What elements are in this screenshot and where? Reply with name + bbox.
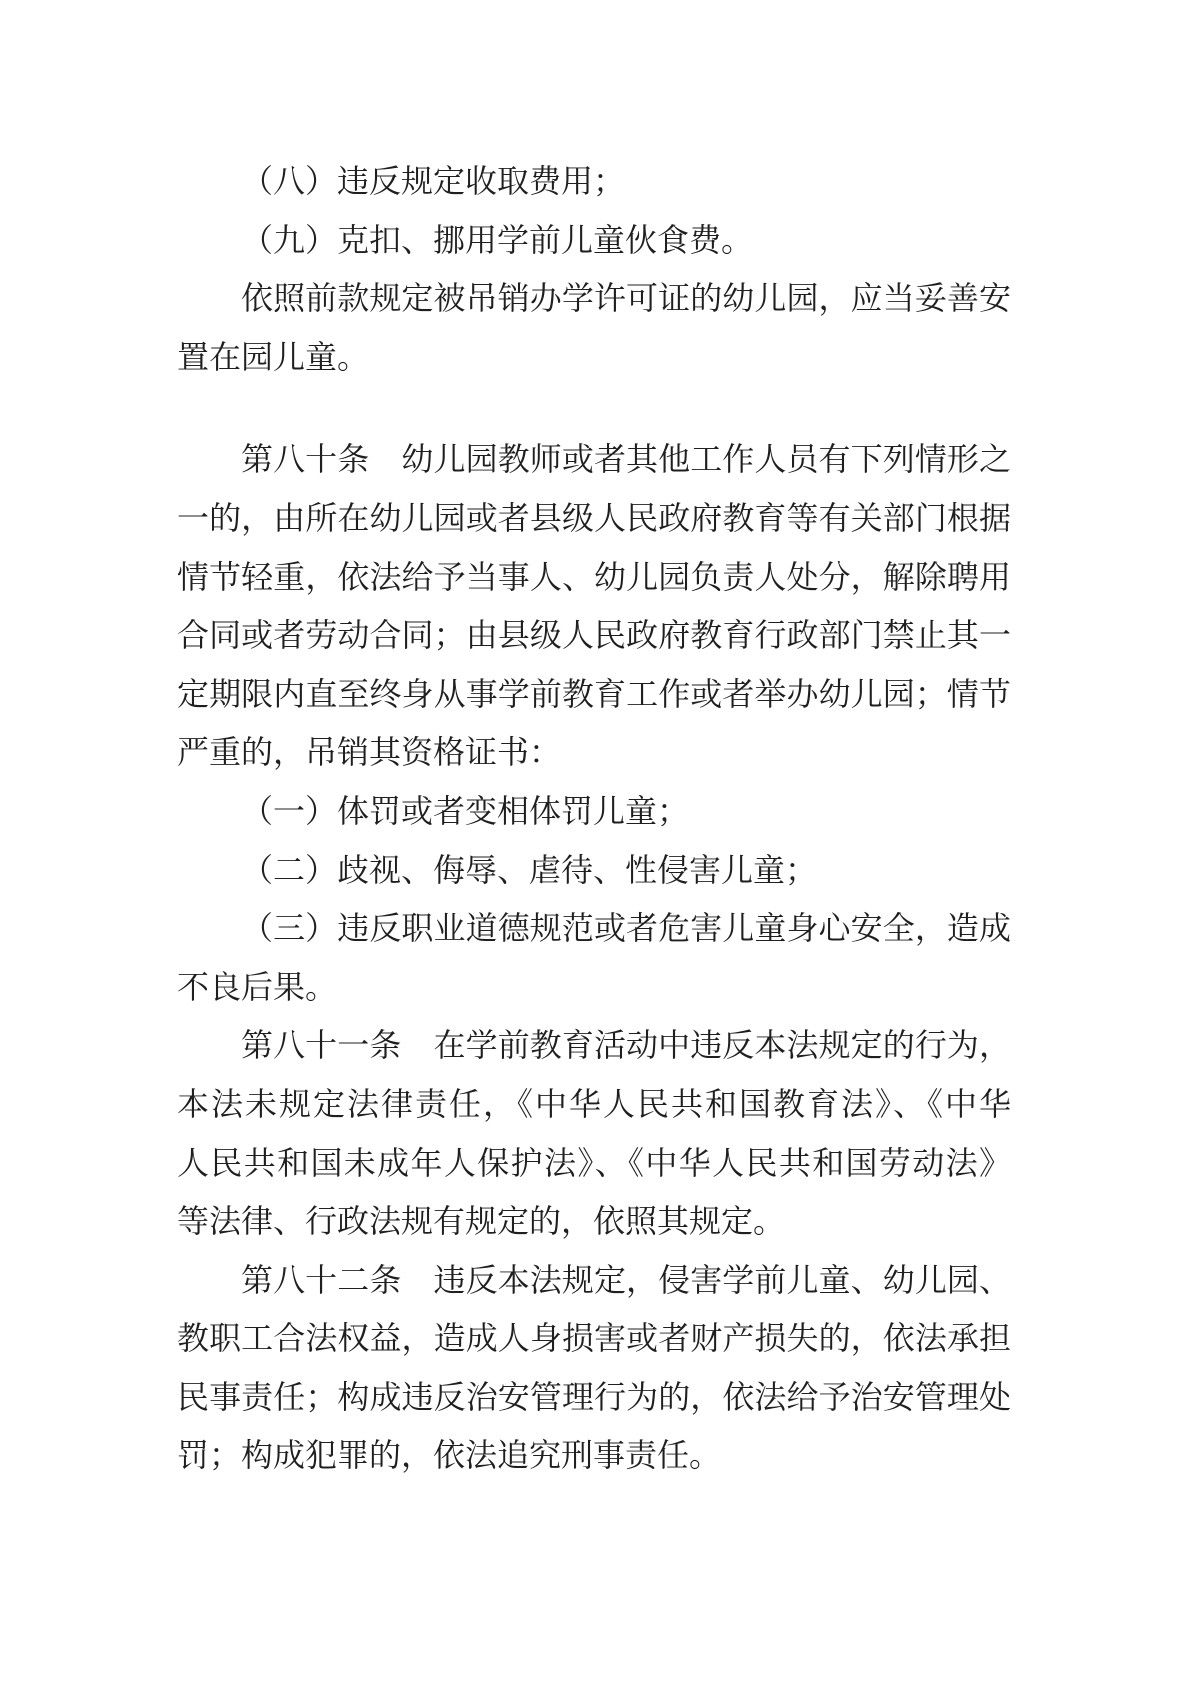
text-line: （二）歧视、侮辱、虐待、性侵害儿童； (241, 851, 818, 888)
blank-line (177, 386, 1011, 430)
paragraph-article-80 (177, 430, 1011, 782)
text-line: 第八十一条 在学前教育活动中违反本法规定的行为， (241, 1027, 1011, 1064)
paragraph-item-2 (177, 841, 1011, 900)
text-line: 本法未规定法律责任，《中华人民共和国教育法》、《中华 (177, 1085, 1011, 1122)
text-line: 定期限内直至终身从事学前教育工作或者举办幼儿园；情节 (177, 675, 1011, 712)
paragraph-article-81 (177, 1016, 1011, 1250)
text-line: （三）违反职业道德规范或者危害儿童身心安全，造成 (241, 910, 1011, 947)
text-line: 人民共和国未成年人保护法》、《中华人民共和国劳动法》 (177, 1144, 1011, 1181)
paragraph-item-8 (177, 152, 1011, 211)
text-line: 第八十条 幼儿园教师或者其他工作人员有下列情形之 (241, 441, 1011, 478)
text-line: 一的，由所在幼儿园或者县级人民政府教育等有关部门根据 (177, 499, 1011, 536)
text-line: 严重的，吊销其资格证书： (177, 734, 562, 771)
text-line: （一）体罚或者变相体罚儿童； (241, 792, 690, 829)
text-line: 不良后果。 (177, 968, 338, 1005)
text-line: 置在园儿童。 (177, 338, 370, 375)
text-line: 合同或者劳动合同；由县级人民政府教育行政部门禁止其一 (177, 617, 1011, 654)
text-line: （九）克扣、挪用学前儿童伙食费。 (241, 221, 754, 258)
paragraph-closing-clause (177, 269, 1011, 386)
text-line: （八）违反规定收取费用； (241, 163, 626, 199)
text-line: 依照前款规定被吊销办学许可证的幼儿园，应当妥善安 (241, 280, 1011, 317)
paragraph-item-1 (177, 782, 1011, 841)
text-line: 教职工合法权益，造成人身损害或者财产损失的，依法承担 (177, 1320, 1011, 1357)
paragraph-item-9 (177, 211, 1011, 270)
text-line: 第八十二条 违反本法规定，侵害学前儿童、幼儿园、 (241, 1261, 1011, 1298)
text-line: 等法律、行政法规有规定的，依照其规定。 (177, 1203, 786, 1240)
text-line: 情节轻重，依法给予当事人、幼儿园负责人处分，解除聘用 (177, 558, 1011, 595)
text-line: 民事责任；构成违反治安管理行为的，依法给予治安管理处 (177, 1378, 1011, 1415)
text-line: 罚；构成犯罪的，依法追究刑事责任。 (177, 1437, 722, 1474)
document-body (177, 152, 1011, 1485)
paragraph-item-3 (177, 899, 1011, 1016)
paragraph-article-82 (177, 1251, 1011, 1485)
